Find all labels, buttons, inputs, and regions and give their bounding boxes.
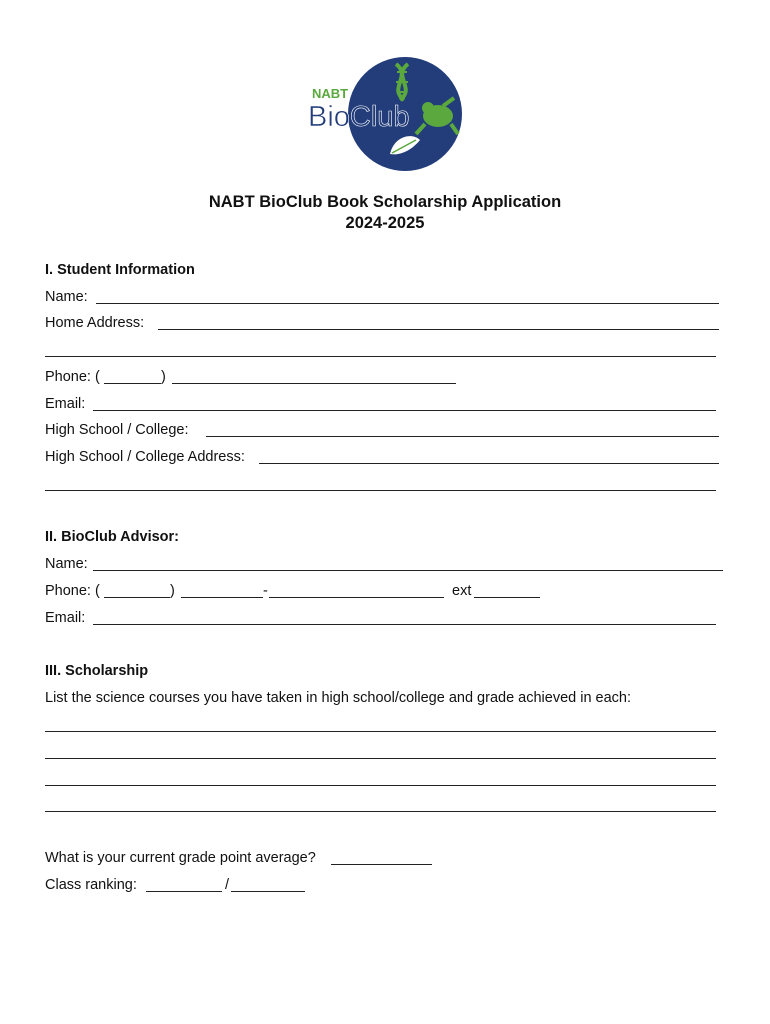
section-advisor-heading: II. BioClub Advisor: <box>45 529 179 545</box>
home-address-label: Home Address: <box>45 315 145 331</box>
school-address-label: High School / College Address: <box>45 449 245 465</box>
advisor-email-field[interactable] <box>93 624 716 625</box>
page-year: 2024-2025 <box>345 214 425 232</box>
courses-line-4[interactable] <box>45 811 716 812</box>
advisor-phone-area-field[interactable] <box>104 597 170 598</box>
advisor-phone-close: ) <box>170 583 175 599</box>
student-email-label: Email: <box>45 396 86 412</box>
page-title: NABT BioClub Book Scholarship Application <box>208 193 562 211</box>
student-name-label: Name: <box>45 289 88 305</box>
school-field[interactable] <box>206 436 719 437</box>
advisor-email-label: Email: <box>45 610 86 626</box>
advisor-phone-label: Phone: ( <box>45 583 100 599</box>
rank-label: Class ranking: <box>45 877 137 893</box>
gpa-field[interactable] <box>331 864 432 865</box>
nabt-bioclub-logo <box>308 54 463 174</box>
courses-prompt: List the science courses you have taken in high school/college and grade achieved in each: <box>45 690 632 706</box>
home-address-field[interactable] <box>158 329 719 330</box>
student-phone-close: ) <box>161 369 166 385</box>
home-address-field-2[interactable] <box>45 356 716 357</box>
advisor-name-field[interactable] <box>93 570 723 571</box>
logo-small-text: NABT <box>312 86 349 101</box>
student-email-field[interactable] <box>93 410 716 411</box>
student-phone-area-field[interactable] <box>104 383 161 384</box>
advisor-phone-prefix-field[interactable] <box>181 597 263 598</box>
courses-line-3[interactable] <box>45 785 716 786</box>
section-scholarship-heading: III. Scholarship <box>45 663 149 679</box>
rank-total-field[interactable] <box>231 891 305 892</box>
rank-position-field[interactable] <box>146 891 222 892</box>
student-name-field[interactable] <box>96 303 719 304</box>
section-student-heading: I. Student Information <box>45 262 195 278</box>
school-label: High School / College: <box>45 422 189 438</box>
advisor-phone-dash: - <box>263 583 268 599</box>
advisor-ext-label: ext <box>452 583 472 599</box>
rank-separator: / <box>225 877 230 893</box>
logo-big-text: BioClub <box>308 101 410 133</box>
advisor-phone-number-field[interactable] <box>269 597 444 598</box>
advisor-ext-field[interactable] <box>474 597 540 598</box>
student-phone-number-field[interactable] <box>172 383 456 384</box>
school-address-field[interactable] <box>259 463 719 464</box>
courses-line-2[interactable] <box>45 758 716 759</box>
student-phone-label: Phone: ( <box>45 369 100 385</box>
school-address-field-2[interactable] <box>45 490 716 491</box>
gpa-label: What is your current grade point average? <box>45 850 316 866</box>
courses-line-1[interactable] <box>45 731 716 732</box>
advisor-name-label: Name: <box>45 556 88 572</box>
